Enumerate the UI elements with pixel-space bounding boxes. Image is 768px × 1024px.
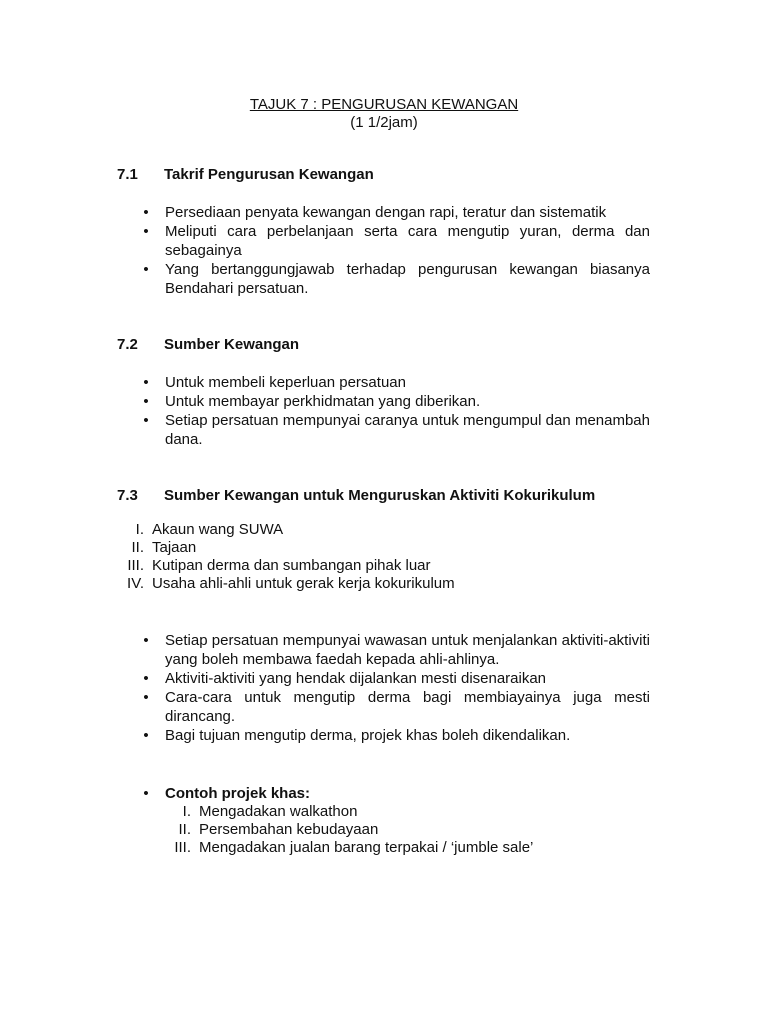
list-item: • Untuk membayar perkhidmatan yang diberikan. bbox=[141, 392, 650, 411]
list-item: II. Persembahan kebudayaan bbox=[178, 821, 379, 838]
section-title: Sumber Kewangan bbox=[164, 336, 300, 353]
list-item: • Setiap persatuan mempunyai wawasan untuk menjalankan aktiviti-aktiviti yang boleh membawa faedah kepada ahli-ahlinya. bbox=[141, 631, 650, 669]
list-item bbox=[141, 784, 650, 803]
bullet-icon: • bbox=[143, 204, 149, 221]
list-item: • Setiap persatuan mempunyai caranya untuk mengumpul dan menambah dana. bbox=[141, 411, 650, 449]
roman-list-7-3 bbox=[127, 521, 455, 593]
section-title: Sumber Kewangan untuk Menguruskan Aktiviti Kokurikulum bbox=[164, 487, 596, 504]
bullet-icon: • bbox=[143, 727, 149, 744]
special-projects-heading: Contoh projek khas: bbox=[165, 785, 311, 802]
section-title: Takrif Pengurusan Kewangan bbox=[164, 166, 374, 183]
list-item: IV. Usaha ahli-ahli untuk gerak kerja kokurikulum bbox=[127, 575, 455, 592]
section-number: 7.2 bbox=[117, 336, 138, 353]
bullet-list-7-3 bbox=[141, 631, 650, 745]
list-item: • Yang bertanggungjawab terhadap pengurusan kewangan biasanya Bendahari persatuan. bbox=[141, 260, 650, 298]
bullet-icon: • bbox=[143, 412, 149, 429]
bullet-icon: • bbox=[143, 785, 149, 802]
list-item: • Aktiviti-aktiviti yang hendak dijalankan mesti disenaraikan bbox=[141, 669, 650, 688]
bullet-icon: • bbox=[143, 261, 149, 278]
list-item: • Bagi tujuan mengutip derma, projek khas boleh dikendalikan. bbox=[141, 726, 650, 745]
list-item: • Persediaan penyata kewangan dengan rapi, teratur dan sistematik bbox=[141, 203, 650, 222]
list-item: • Untuk membeli keperluan persatuan bbox=[141, 373, 650, 392]
section-number: 7.1 bbox=[117, 166, 138, 183]
bullet-list-7-1 bbox=[141, 203, 650, 298]
bullet-icon: • bbox=[143, 689, 149, 706]
page-duration: (1 1/2jam) bbox=[350, 114, 418, 131]
section-number: 7.3 bbox=[117, 487, 138, 504]
special-projects-roman-list bbox=[174, 803, 534, 857]
list-item: III. Kutipan derma dan sumbangan pihak luar bbox=[127, 557, 431, 574]
bullet-icon: • bbox=[143, 632, 149, 649]
section-heading-7-2 bbox=[117, 335, 299, 354]
list-item: • Meliputi cara perbelanjaan serta cara mengutip yuran, derma dan sebagainya bbox=[141, 222, 650, 260]
page-title: TAJUK 7 : PENGURUSAN KEWANGAN bbox=[249, 96, 519, 113]
list-item: II. Tajaan bbox=[131, 539, 197, 556]
bullet-icon: • bbox=[143, 223, 149, 240]
list-item: I. Akaun wang SUWA bbox=[135, 521, 284, 538]
bullet-icon: • bbox=[143, 670, 149, 687]
list-item: III. Mengadakan jualan barang terpakai / ‘jumble sale’ bbox=[174, 839, 534, 856]
list-item: I. Mengadakan walkathon bbox=[182, 803, 358, 820]
section-heading-7-1 bbox=[117, 165, 374, 184]
bullet-icon: • bbox=[143, 374, 149, 391]
bullet-list-7-2 bbox=[141, 373, 650, 449]
list-item: • Cara-cara untuk mengutip derma bagi membiayainya juga mesti dirancang. bbox=[141, 688, 650, 726]
section-heading-7-3 bbox=[117, 486, 595, 505]
bullet-icon: • bbox=[143, 393, 149, 410]
special-projects-list bbox=[141, 784, 650, 803]
